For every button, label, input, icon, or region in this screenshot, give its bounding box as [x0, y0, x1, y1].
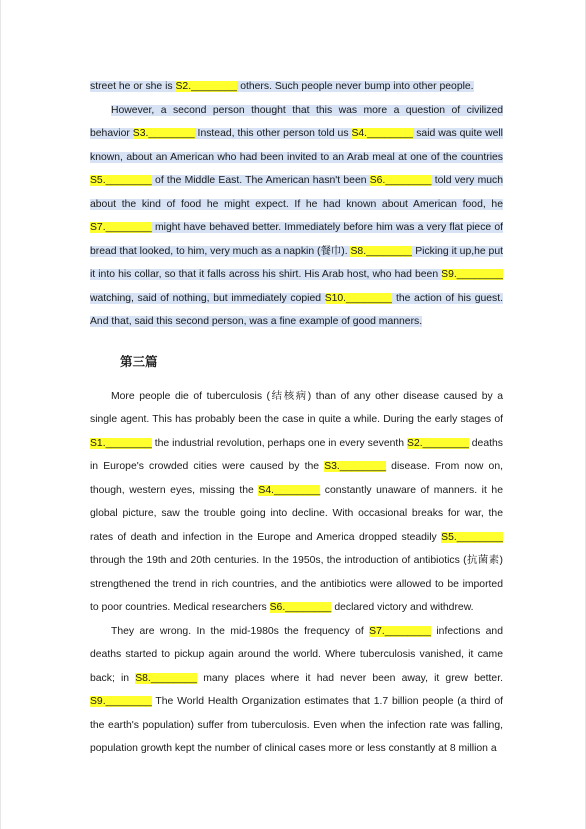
text-run: infections and deaths started to pickup again around the world. Where tuberculosis vanished, it came back; in [90, 625, 503, 684]
text-run: Instead, this other person told us [194, 128, 352, 139]
blank-marker: S5.________ [90, 175, 152, 186]
paragraph [90, 385, 503, 620]
blank-marker: S4.________ [258, 484, 321, 496]
blank-marker: S3.________ [324, 461, 387, 472]
blank-marker: S8.________ [135, 672, 198, 684]
blank-marker: S10.________ [324, 292, 393, 304]
text-run: constantly unaware of manners. it he global picture, saw the trouble going into decline. With occasional breaks for war, the rates of death and infection in the Europe and America dropped steadily [90, 484, 503, 543]
text-run: deaths in Europe's crowded cities were caused by the [90, 437, 503, 472]
text-run: through the 19th and 20th centuries. In the 1950s, the introduction of antibiotics (抗菌素) strengthened the trend in rich countries, and the antibiotics were allowed to be imported to poor countries. Medical researchers [90, 555, 503, 613]
text-run: others. Such people never bump into other people. [237, 81, 474, 92]
text-run: might have behaved better. Immediately before him was a very flat piece of bread that looked, to him, very much as a napkin (餐巾). [90, 222, 503, 257]
text-run: watching, said of nothing, but immediately copied [90, 292, 325, 304]
blank-marker: S9.________ [441, 269, 503, 280]
passage-3 [90, 385, 503, 761]
paragraph [90, 620, 503, 761]
paragraph [90, 75, 503, 99]
passage-2 [90, 75, 503, 334]
text-run: street he or she is [90, 81, 176, 92]
text-run: disease. From now on, though, western eyes, missing the [90, 461, 503, 496]
text-run: They are wrong. In the mid-1980s the frequency of [111, 625, 370, 637]
blank-marker: S5.________ [441, 531, 503, 543]
blank-marker: S7.________ [369, 625, 431, 637]
text-run: said was quite well known, about an American who had been invited to an Arab meal at one of the countries [90, 128, 503, 163]
blank-marker: S6.________ [369, 175, 432, 186]
text-run: told very much about the kind of food he might expect. If he had known about American food, he [90, 175, 503, 210]
blank-marker: S9.________ [90, 696, 152, 707]
text-run: Picking it up,he put it into his collar, so that it falls across his shirt. His Arab host, who had been [90, 245, 504, 280]
blank-marker: S4.________ [351, 128, 414, 139]
text-run: the industrial revolution, perhaps one in every seventh [151, 437, 408, 449]
text-run: More people die of tuberculosis (结核病) than of any other disease caused by a single agent. This has probably been the case in quite a while. During the early stages of [90, 390, 503, 425]
text-run: The World Health Organization estimates that 1.7 billion people (a third of the earth's population) suffer from tuberculosis. Even when the infection rate was falling, population growth kept the number of clinical cases more or less constantly at 8 million a [90, 696, 503, 754]
document-content [90, 75, 503, 761]
text-run: However, a second person thought that this was more a question of civilized behavior [90, 104, 503, 139]
blank-marker: S8.________ [350, 245, 413, 257]
blank-marker: S3.________ [132, 128, 195, 139]
text-run: declared victory and withdrew. [331, 602, 474, 613]
blank-marker: S1.________ [90, 437, 152, 449]
paragraph [90, 99, 503, 334]
blank-marker: S2.________ [407, 437, 469, 449]
text-run: many places where it had never been away, it grew better. [197, 672, 503, 684]
text-run: the action of his guest. And that, said this second person, was a fine example of good manners. [90, 292, 503, 327]
section-heading: 第三篇 [120, 353, 158, 369]
blank-marker: S7.________ [90, 222, 152, 233]
paragraph-gap [90, 334, 503, 340]
blank-marker: S6.________ [269, 602, 332, 613]
blank-marker: S2.________ [175, 81, 238, 92]
text-run: of the Middle East. The American hasn't been [151, 175, 370, 186]
